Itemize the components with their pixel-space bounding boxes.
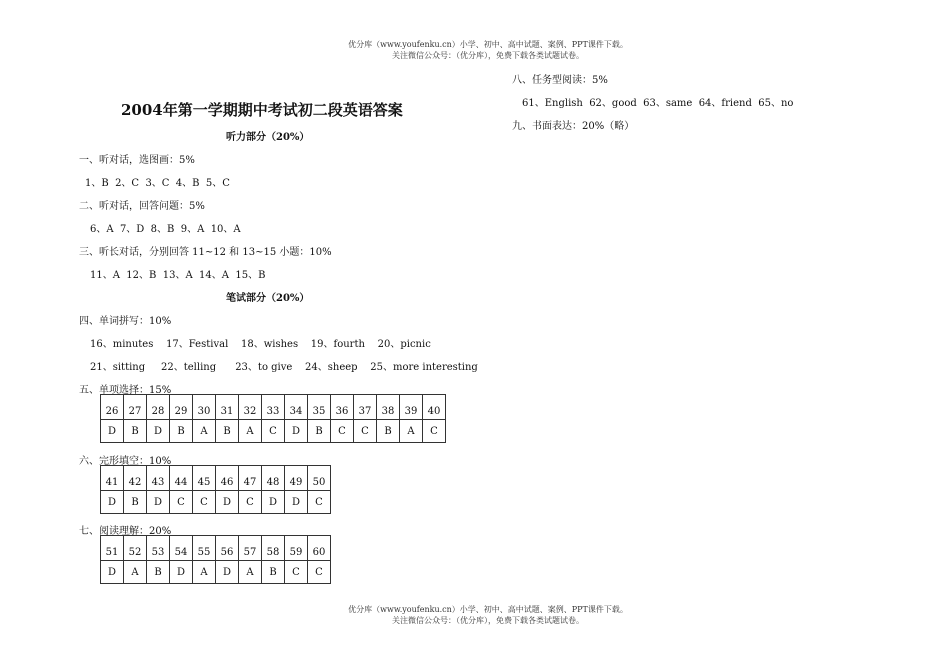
section-4-line-2: 21、sitting 22、telling 23、to give 24、sheep 25、more interesting: [90, 362, 478, 373]
answer-cell: D: [285, 420, 308, 443]
answer-cell: C: [193, 491, 216, 514]
section-8-label: 八、任务型阅读：5%: [512, 75, 608, 86]
section-1-answers: 1、B 2、C 3、C 4、B 5、C: [85, 178, 230, 189]
section-4-label: 四、单词拼写：10%: [79, 316, 172, 327]
answer-cell: B: [216, 420, 239, 443]
listening-heading: 听力部分（20%）: [226, 132, 310, 143]
answer-cell: D: [262, 491, 285, 514]
table-row-answers: [101, 491, 331, 514]
answer-cell: B: [262, 561, 285, 584]
question-number: 40: [423, 395, 446, 420]
section-2-label: 二、听对话，回答问题：5%: [79, 201, 205, 212]
table-row-answers: [101, 561, 331, 584]
section-2-answers: 6、A 7、D 8、B 9、A 10、A: [90, 224, 241, 235]
question-number: 48: [262, 466, 285, 491]
question-number: 29: [170, 395, 193, 420]
question-number: 46: [216, 466, 239, 491]
answer-cell: D: [285, 491, 308, 514]
answer-cell: D: [170, 561, 193, 584]
table-row-numbers: [101, 536, 331, 561]
answer-cell: B: [124, 491, 147, 514]
answer-cell: D: [101, 561, 124, 584]
section-3-label: 三、听长对话，分别回答 11~12 和 13~15 小题：10%: [79, 247, 332, 258]
answer-cell: A: [193, 420, 216, 443]
question-number: 41: [101, 466, 124, 491]
table-row-answers: [101, 420, 446, 443]
question-number: 56: [216, 536, 239, 561]
page-title: 2004年第一学期期中考试初二段英语答案: [121, 101, 403, 119]
question-number: 30: [193, 395, 216, 420]
question-number: 51: [101, 536, 124, 561]
answer-cell: C: [308, 491, 331, 514]
question-number: 26: [101, 395, 124, 420]
answer-cell: B: [377, 420, 400, 443]
question-number: 27: [124, 395, 147, 420]
answer-cell: A: [400, 420, 423, 443]
question-number: 57: [239, 536, 262, 561]
question-number: 36: [331, 395, 354, 420]
section-9-label: 九、书面表达：20%（略）: [512, 121, 635, 132]
question-number: 52: [124, 536, 147, 561]
question-number: 42: [124, 466, 147, 491]
table-row-numbers: [101, 395, 446, 420]
question-number: 34: [285, 395, 308, 420]
question-number: 54: [170, 536, 193, 561]
question-number: 60: [308, 536, 331, 561]
answer-cell: A: [239, 561, 262, 584]
answer-cell: D: [101, 491, 124, 514]
answer-cell: C: [423, 420, 446, 443]
question-number: 39: [400, 395, 423, 420]
answer-cell: C: [285, 561, 308, 584]
question-number: 38: [377, 395, 400, 420]
header-line-1: 优分库（www.youfenku.cn）小学、初中、高中试题、案例、PPT课件下载。: [348, 40, 628, 49]
footer-line-2: 关注微信公众号：（优分库），免费下载各类试题试卷。: [392, 616, 584, 625]
written-heading: 笔试部分（20%）: [226, 293, 310, 304]
answer-cell: B: [124, 420, 147, 443]
answer-cell: D: [147, 420, 170, 443]
section-1-label: 一、听对话，选图画：5%: [79, 155, 195, 166]
section-5-label: 五、单项选择：15%: [79, 385, 172, 396]
answer-cell: C: [239, 491, 262, 514]
question-number: 53: [147, 536, 170, 561]
answer-cell: B: [147, 561, 170, 584]
answer-cell: D: [216, 491, 239, 514]
section-4-line-1: 16、minutes 17、Festival 18、wishes 19、fourth 20、picnic: [90, 339, 431, 350]
section-6-label: 六、完形填空：10%: [79, 456, 172, 467]
question-number: 32: [239, 395, 262, 420]
answer-cell: C: [262, 420, 285, 443]
answer-cell: B: [308, 420, 331, 443]
answer-cell: D: [147, 491, 170, 514]
answer-cell: C: [354, 420, 377, 443]
question-number: 43: [147, 466, 170, 491]
question-number: 58: [262, 536, 285, 561]
answer-cell: C: [331, 420, 354, 443]
question-number: 44: [170, 466, 193, 491]
answer-cell: C: [308, 561, 331, 584]
question-number: 49: [285, 466, 308, 491]
question-number: 50: [308, 466, 331, 491]
question-number: 47: [239, 466, 262, 491]
answer-cell: A: [193, 561, 216, 584]
answer-cell: D: [216, 561, 239, 584]
header-line-2: 关注微信公众号：（优分库），免费下载各类试题试卷。: [392, 51, 584, 60]
question-number: 55: [193, 536, 216, 561]
section-3-answers: 11、A 12、B 13、A 14、A 15、B: [90, 270, 266, 281]
table-row-numbers: [101, 466, 331, 491]
answer-cell: C: [170, 491, 193, 514]
section-8-answers: 61、English 62、good 63、same 64、friend 65、no: [522, 98, 794, 109]
section-5-table: [100, 394, 446, 443]
section-7-label: 七、阅读理解：20%: [79, 526, 172, 537]
answer-cell: A: [239, 420, 262, 443]
question-number: 59: [285, 536, 308, 561]
question-number: 28: [147, 395, 170, 420]
section-7-table: [100, 535, 331, 584]
answer-cell: B: [170, 420, 193, 443]
question-number: 33: [262, 395, 285, 420]
question-number: 31: [216, 395, 239, 420]
answer-cell: A: [124, 561, 147, 584]
section-6-table: [100, 465, 331, 514]
question-number: 35: [308, 395, 331, 420]
footer-line-1: 优分库（www.youfenku.cn）小学、初中、高中试题、案例、PPT课件下载。: [348, 605, 628, 614]
answer-cell: D: [101, 420, 124, 443]
question-number: 37: [354, 395, 377, 420]
question-number: 45: [193, 466, 216, 491]
